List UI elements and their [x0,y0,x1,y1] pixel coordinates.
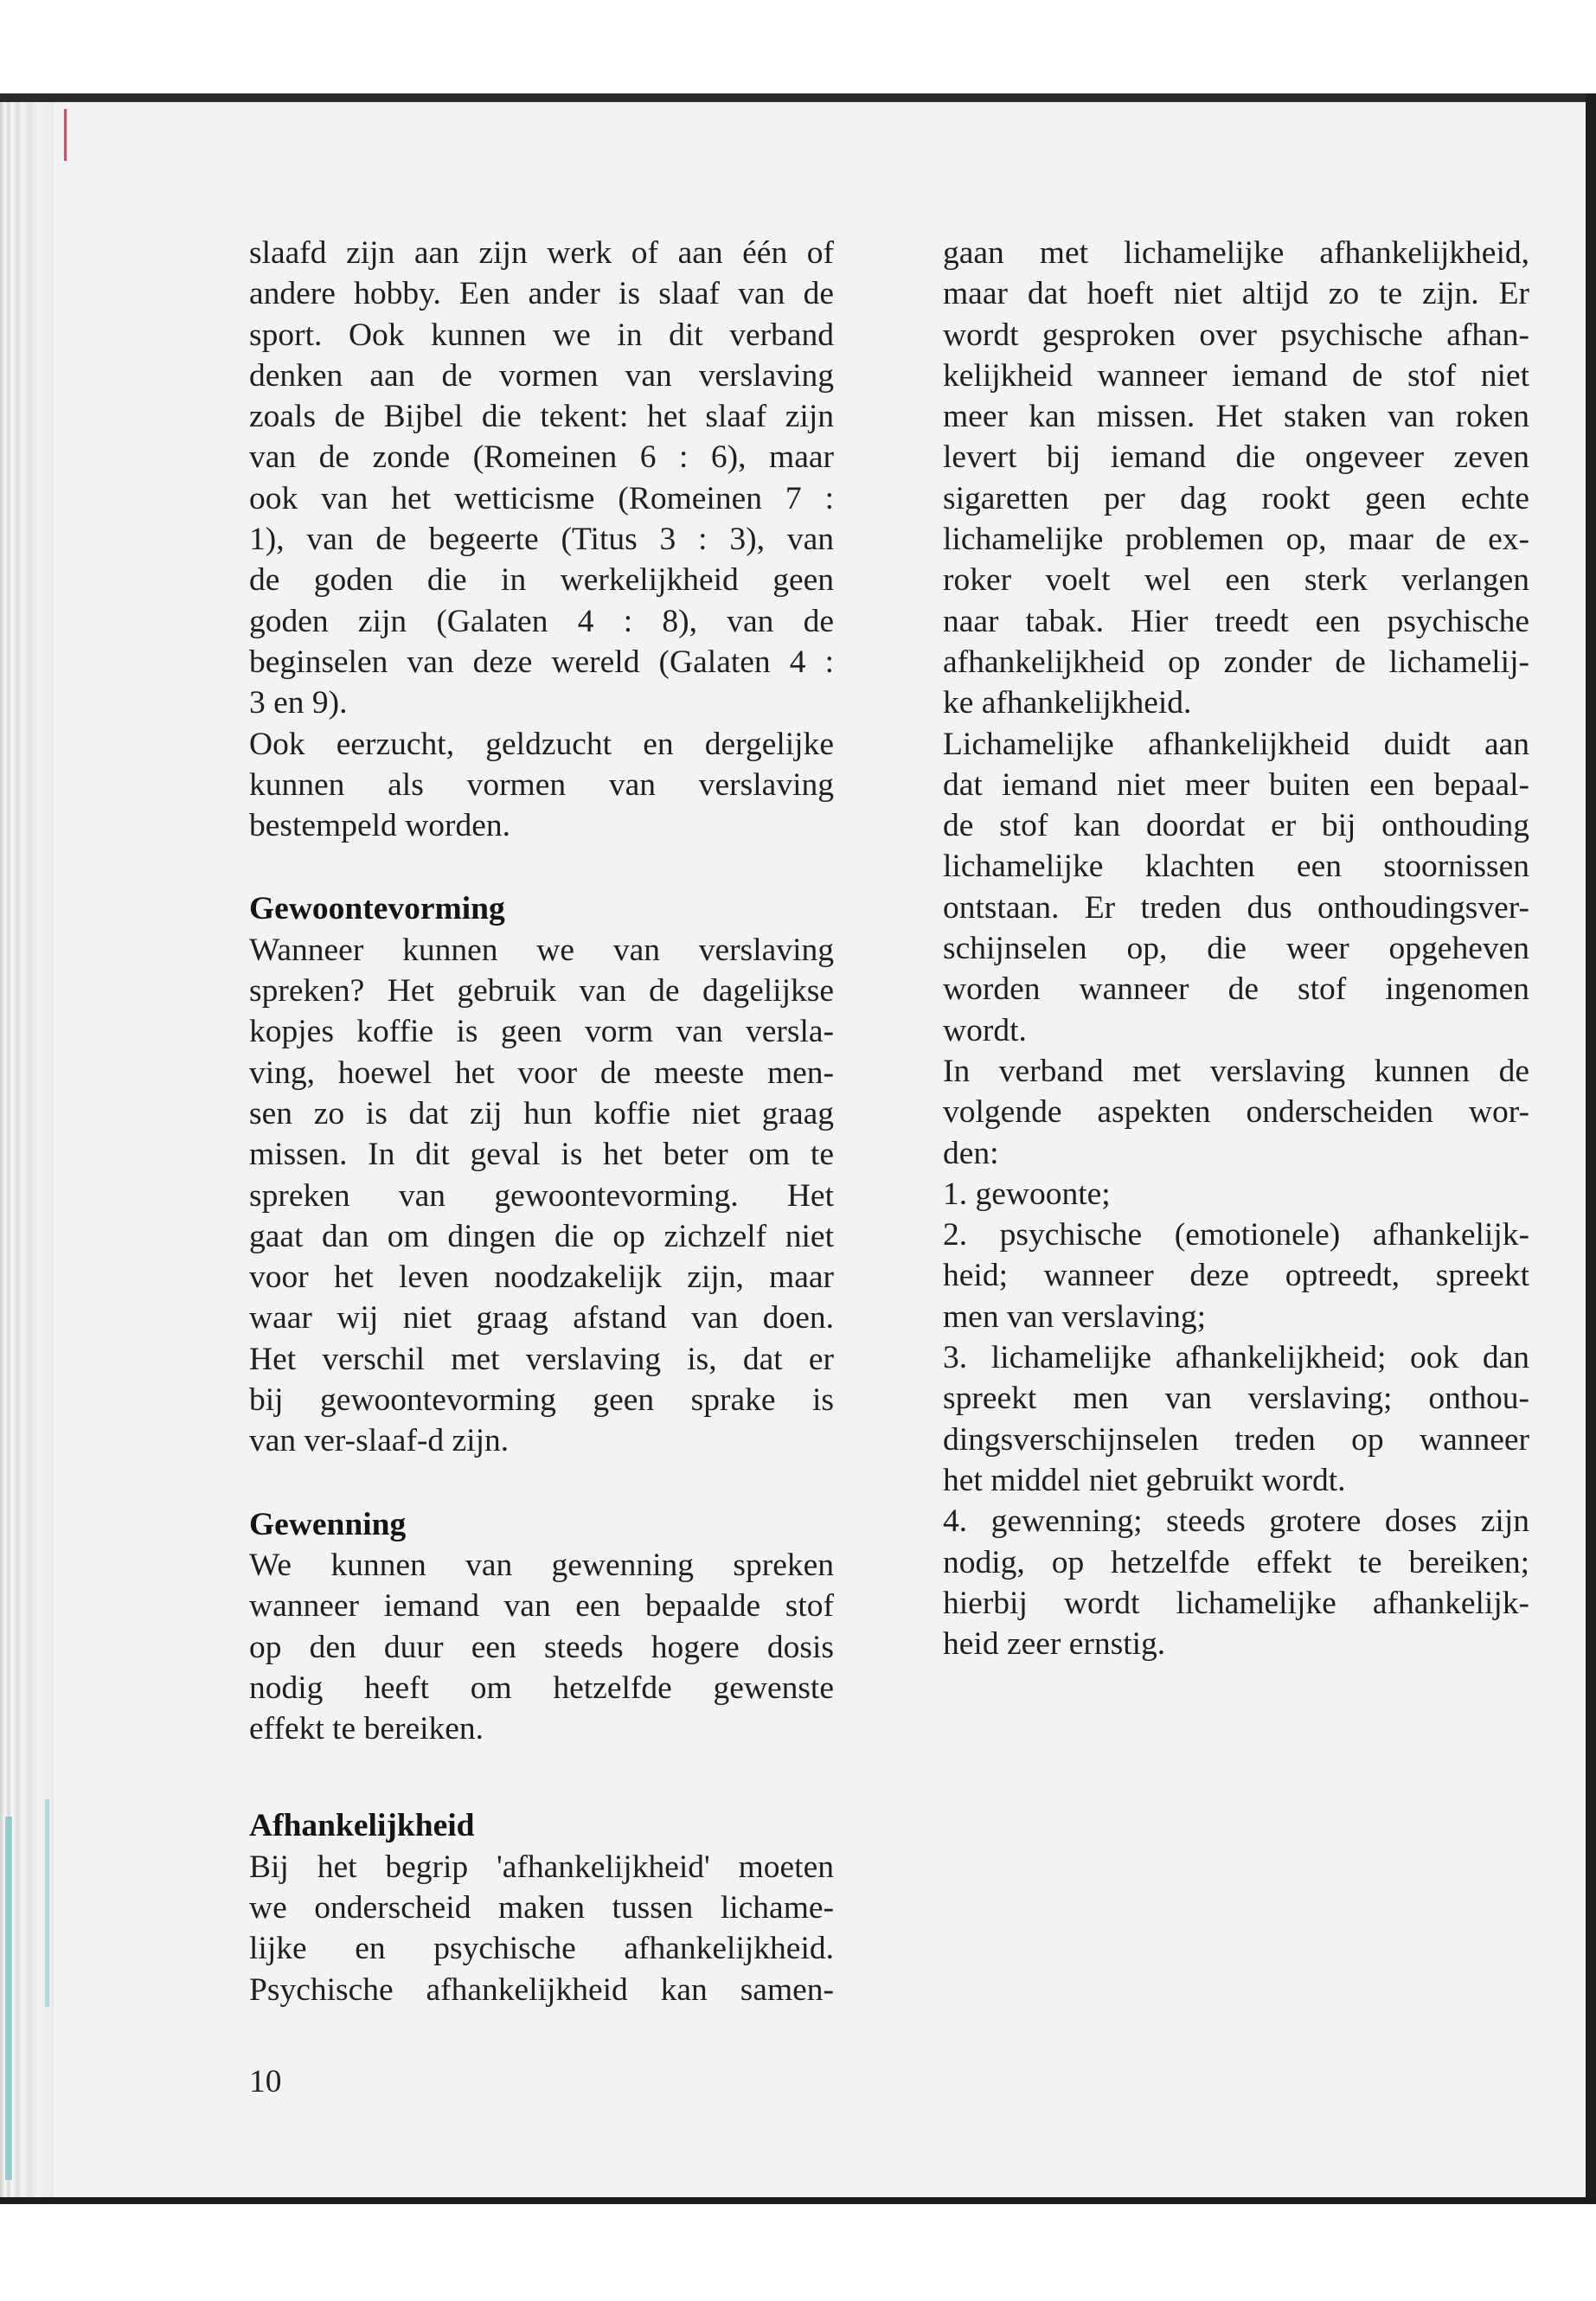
text-line: dingsverschijnselen treden op wanneer [943,1421,1529,1458]
section-heading: Gewenning [249,1506,407,1542]
paragraph [943,233,1529,724]
text-line: wordt gesproken over psychische afhan- [943,317,1529,353]
text-line: lichamelijke problemen op, maar de ex- [943,522,1529,558]
list-item [943,1501,1529,1664]
text-line: van ver-slaaf-d zijn. [249,1423,510,1459]
text-line: effekt te bereiken. [249,1711,484,1747]
text-line: meer kan missen. Het staken van roken [943,399,1529,435]
aspect-list [943,1174,1529,1665]
page-right-edge [1586,93,1596,2204]
text-line: de stof kan doordat er bij onthouding [943,808,1529,844]
text-line: schijnselen op, die weer opgeheven [943,931,1529,967]
text-line: ke afhankelijkheid. [943,685,1192,721]
text-line: denken aan de vormen van verslaving [249,357,834,394]
text-line: ving, hoewel het voor de meeste men- [249,1054,834,1091]
text-line: bestempeld worden. [249,808,510,844]
text-line: voor het leven noodzakelijk zijn, maar [249,1259,834,1296]
text-line: andere hobby. Een ander is slaaf van de [249,276,834,312]
list-item [943,1174,1529,1215]
paragraph [249,233,834,724]
spine-color-mark [5,1817,12,2180]
text-line: kopjes koffie is geen vorm van versla- [249,1014,834,1050]
text-line: maar dat hoeft niet altijd zo te zijn. Er [943,276,1529,312]
paragraph [249,1545,834,1749]
paragraph [943,724,1529,1051]
text-line: men van verslaving; [943,1298,1207,1335]
spine-red-mark [64,109,67,161]
text-line: zoals de Bijbel die tekent: het slaaf zijn [249,399,834,435]
text-line: naar tabak. Hier treedt een psychische [943,603,1529,639]
text-line: Het verschil met verslaving is, dat er [249,1341,834,1377]
list-item [943,1215,1529,1337]
scan-top-margin [0,0,1596,97]
page-top-edge [0,93,1596,102]
list-item [943,1337,1529,1501]
text-line: levert bij iemand die ongeveer zeven [943,439,1529,476]
text-line: kunnen als vormen van verslaving [249,766,834,803]
section-heading: Afhankelijkheid [249,1808,475,1844]
text-line: wordt. [943,1012,1027,1048]
text-line: nodig heeft om hetzelfde gewenste [249,1670,834,1706]
text-line: Ook eerzucht, geldzucht en dergelijke [249,726,834,762]
text-line: we onderscheid maken tussen lichame- [249,1889,834,1926]
text-line: spreekt men van verslaving; onthou- [943,1381,1529,1417]
text-line: Wanneer kunnen we van verslaving [249,932,834,968]
page-number: 10 [249,2064,282,2099]
text-line: 1), van de begeerte (Titus 3 : 3), van [249,522,834,558]
text-line: slaafd zijn aan zijn werk of aan één of [249,235,834,271]
text-line: heid zeer ernstig. [943,1626,1166,1663]
text-line: dat iemand niet meer buiten een bepaal- [943,766,1529,803]
text-line: Lichamelijke afhankelijkheid duidt aan [943,726,1529,762]
text-line: hierbij wordt lichamelijke afhankelijk- [943,1585,1529,1621]
text-line: sport. Ook kunnen we in dit verband [249,317,834,353]
text-line: volgende aspekten onderscheiden wor- [943,1094,1529,1131]
text-line: lichamelijke klachten een stoornissen [943,849,1529,885]
text-line: gaat dan om dingen die op zichzelf niet [249,1218,834,1254]
text-line: beginselen van deze wereld (Galaten 4 : [249,644,834,680]
text-line: Psychische afhankelijkheid kan samen- [249,1971,834,2008]
text-line: op den duur een steeds hogere dosis [249,1629,834,1665]
text-line: roker voelt wel een sterk verlangen [943,562,1529,599]
right-column [943,233,1529,1664]
paragraph [249,724,834,847]
paragraph [249,1847,834,2010]
text-line: ook van het wetticisme (Romeinen 7 : [249,480,834,516]
text-line: 3. lichamelijke afhankelijkheid; ook dan [943,1340,1529,1376]
text-line: 3 en 9). [249,685,348,721]
text-line: van de zonde (Romeinen 6 : 6), maar [249,439,834,476]
text-line: wanneer iemand van een bepaalde stof [249,1588,834,1625]
text-line: gaan met lichamelijke afhankelijkheid, [943,235,1529,271]
paragraph [943,1051,1529,1174]
text-line: de goden die in werkelijkheid geen [249,562,834,599]
text-line: waar wij niet graag afstand van doen. [249,1300,834,1336]
text-line: worden wanneer de stof ingenomen [943,971,1529,1008]
text-line: goden zijn (Galaten 4 : 8), van de [249,603,834,639]
scan-bottom-margin [0,2204,1596,2301]
text-line: afhankelijkheid op zonder de lichamelij- [943,644,1529,680]
text-line: kelijkheid wanneer iemand de stof niet [943,357,1529,394]
text-line: 4. gewenning; steeds grotere doses zijn [943,1503,1529,1540]
text-line: In verband met verslaving kunnen de [943,1053,1529,1089]
text-line: heid; wanneer deze optreedt, spreekt [943,1258,1529,1294]
text-line: missen. In dit geval is het beter om te [249,1137,834,1173]
left-column [249,233,834,2010]
text-line: bij gewoontevorming geen sprake is [249,1382,834,1419]
text-line: spreken van gewoontevorming. Het [249,1177,834,1214]
text-line: 2. psychische (emotionele) afhankelijk- [943,1217,1529,1253]
text-line: ontstaan. Er treden dus onthoudingsver- [943,889,1529,926]
text-line: 1. gewoonte; [943,1176,1111,1212]
text-line: den: [943,1135,999,1171]
text-line: het middel niet gebruikt wordt. [943,1462,1346,1498]
text-line: spreken? Het gebruik van de dagelijkse [249,973,834,1009]
text-line: sen zo is dat zij hun koffie niet graag [249,1095,834,1131]
spine-color-mark [45,1799,49,2007]
text-line: sigaretten per dag rookt geen echte [943,480,1529,516]
text-line: lijke en psychische afhankelijkheid. [249,1931,834,1967]
text-line: Bij het begrip 'afhankelijkheid' moeten [249,1849,834,1885]
paragraph [249,930,834,1462]
text-line: nodig, op hetzelfde effekt te bereiken; [943,1544,1529,1580]
text-line: We kunnen van gewenning spreken [249,1547,834,1583]
section-heading: Gewoontevorming [249,891,505,927]
